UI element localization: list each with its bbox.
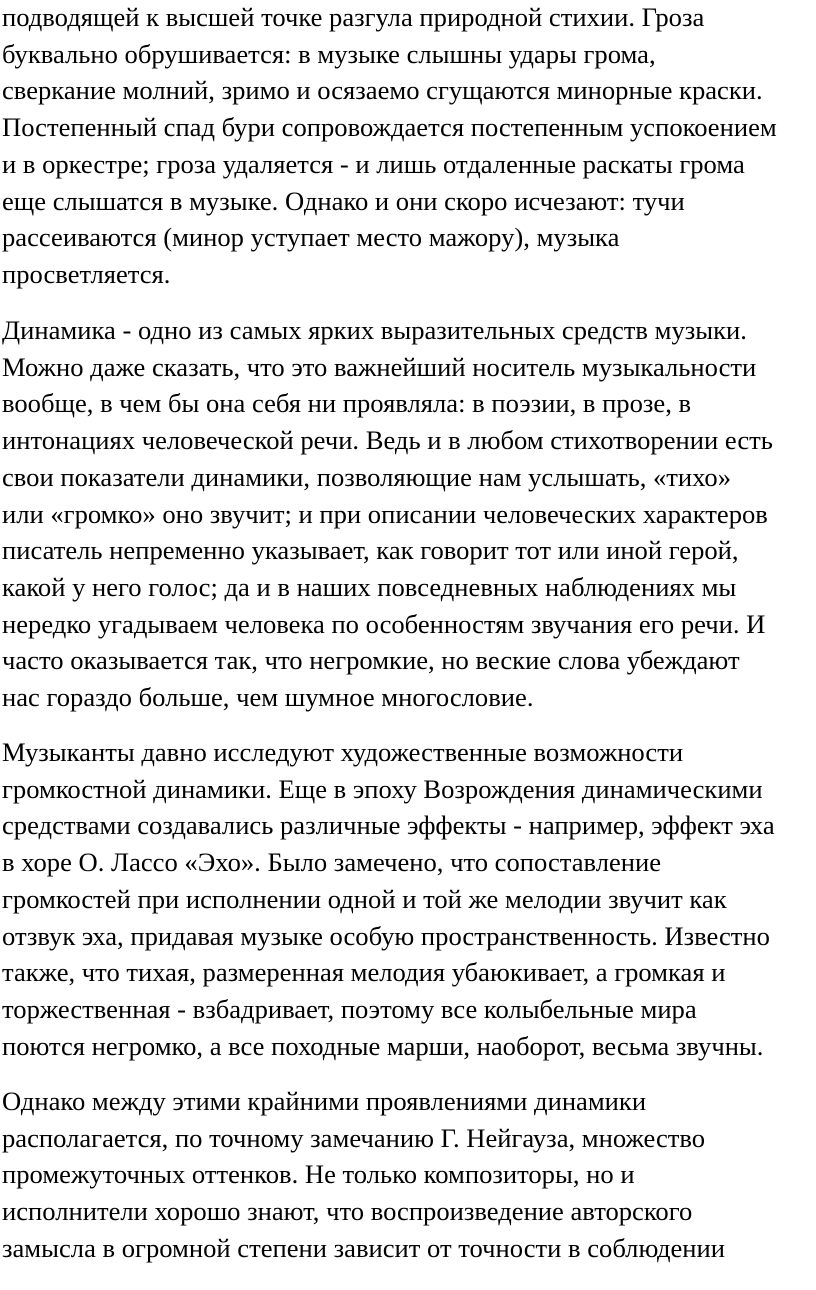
text-line: поются негромко, а все походные марши, наоборот, весьма звучны. [2, 1030, 764, 1061]
text-line: и в оркестре; гроза удаляется - и лишь отдаленные раскаты грома [2, 148, 745, 179]
text-line: еще слышатся в музыке. Однако и они скоро исчезают: тучи [2, 185, 685, 216]
text-line: отзвук эха, придавая музыке особую пространственность. Известно [2, 920, 770, 951]
text-line: сверкание молний, зримо и осязаемо сгущаются минорные краски. [2, 75, 763, 106]
text-line: интонациях человеческой речи. Ведь и в любом стихотворении есть [2, 425, 773, 456]
text-line: нередко угадываем человека по особенностям звучания его речи. И [2, 608, 766, 639]
text-line: Можно даже сказать, что это важнейший носитель музыкальности [2, 351, 757, 382]
text-line: или «громко» оно звучит; и при описании человеческих характеров [2, 498, 768, 529]
text-line: вообще, в чем бы она себя ни проявляла: в поэзии, в прозе, в [2, 388, 692, 419]
text-line: свои показатели динамики, позволяющие нам услышать, «тихо» [2, 461, 732, 492]
text-line: громкостей при исполнении одной и той же мелодии звучит как [2, 883, 727, 914]
text-line: Однако между этими крайними проявлениями динамики [2, 1086, 647, 1116]
text-line: торжественная - взбадривает, поэтому все колыбельные мира [2, 993, 697, 1024]
text-line: также, что тихая, размеренная мелодия убаюкивает, а громкая и [2, 957, 726, 988]
text-line: замысла в огромной степени зависит от точности в соблюдении [2, 1232, 726, 1263]
text-line: громкостной динамики. Еще в эпоху Возрождения динамическими [2, 773, 763, 804]
text-line: располагается, по точному замечанию Г. Нейгауза, множество [2, 1122, 706, 1153]
text-line: буквально обрушивается: в музыке слышны удары грома, [2, 38, 656, 69]
text-line: Динамика - одно из самых ярких выразительных средств музыки. [2, 315, 747, 345]
text-line: писатель непременно указывает, как говорит тот или иной герой, [2, 535, 739, 566]
paragraph-musicians [2, 734, 814, 1064]
text-line: Постепенный спад бури сопровождается постепенным успокоением [2, 112, 777, 143]
text-line: промежуточных оттенков. Не только композиторы, но и [2, 1159, 635, 1190]
text-line: просветляется. [2, 258, 171, 289]
text-line: средствами создавались различные эффекты - например, эффект эха [2, 810, 775, 841]
text-line: какой у него голос; да и в наших повседневных наблюдениях мы [2, 571, 737, 602]
paragraph-neuhaus [2, 1083, 814, 1267]
paragraph-dynamics [2, 312, 814, 716]
text-line: Музыканты давно исследуют художественные возможности [2, 737, 684, 767]
text-line: исполнители хорошо знают, что воспроизведение авторского [2, 1196, 693, 1227]
text-line: нас гораздо больше, чем шумное многословие. [2, 682, 534, 713]
text-line: рассеиваются (минор уступает место мажору), музыка [2, 222, 620, 253]
text-line: часто оказывается так, что негромкие, но веские слова убеждают [2, 645, 740, 676]
text-line: подводящей к высшей точке разгула природной стихии. Гроза [2, 2, 705, 32]
paragraph-storm [2, 0, 814, 293]
text-line: в хоре О. Лассо «Эхо». Было замечено, что сопоставление [2, 847, 662, 878]
